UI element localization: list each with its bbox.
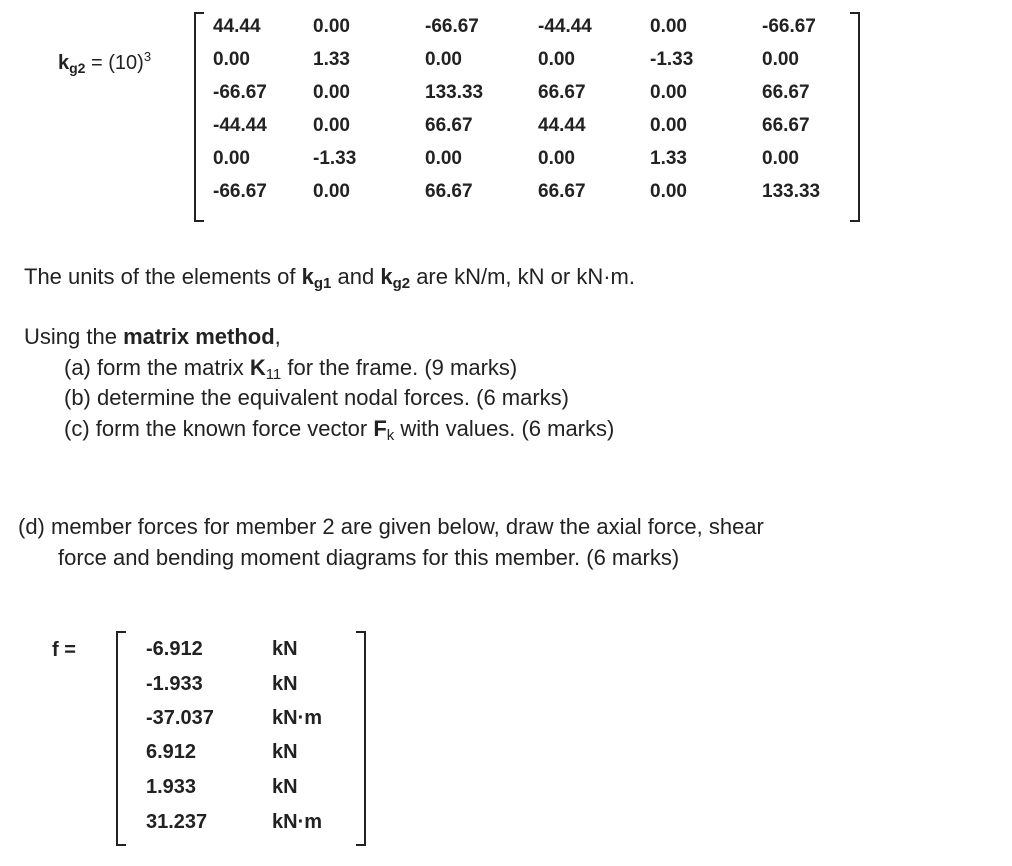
matrix-cell: -66.67 (425, 16, 479, 37)
intro-suffix: , (274, 324, 281, 349)
part-a-symbol: K (249, 355, 266, 380)
matrix-cell: 0.00 (650, 115, 687, 136)
matrix-cell: 0.00 (538, 148, 575, 169)
matrix-cell: -44.44 (538, 16, 592, 37)
kg2-label (58, 49, 151, 76)
matrix-cell: 0.00 (213, 49, 250, 70)
units-note-prefix: The units of the elements of (24, 264, 302, 289)
force-unit: kN (272, 776, 298, 798)
units-note-suffix: are kN/m, kN or kN·m. (410, 264, 635, 289)
kg1-subscript: g1 (313, 275, 332, 292)
matrix-cell: 66.67 (425, 181, 473, 202)
kg2-symbol: k (58, 52, 70, 74)
matrix-cell: 0.00 (538, 49, 575, 70)
matrix-cell: -1.33 (313, 148, 357, 169)
matrix-cell: 0.00 (650, 16, 687, 37)
force-unit: kN·m (272, 707, 323, 729)
kg2-equals: = (10) (85, 52, 144, 74)
matrix-cell: 0.00 (762, 148, 799, 169)
force-value: 1.933 (146, 776, 197, 798)
matrix-cell: 133.33 (425, 82, 484, 103)
matrix-cell: 0.00 (762, 49, 799, 70)
kg2-subscript-inline: g2 (392, 275, 411, 292)
matrix-cell: 0.00 (425, 148, 462, 169)
matrix-cell: 0.00 (313, 16, 350, 37)
f-right-bracket (356, 631, 366, 846)
part-c-prefix: (c) form the known force vector (64, 416, 374, 441)
force-value: -6.912 (146, 638, 203, 660)
kg2-left-bracket (194, 12, 204, 222)
part-b-text: (b) determine the equivalent nodal forces. (6 marks) (64, 385, 570, 410)
part-c-suffix: with values. (6 marks) (394, 416, 615, 441)
force-value: -1.933 (146, 673, 203, 695)
intro-prefix: Using the (24, 324, 124, 349)
units-note-mid: and (331, 264, 381, 289)
matrix-cell: 0.00 (425, 49, 462, 70)
matrix-cell: -66.67 (213, 82, 267, 103)
matrix-cell: 0.00 (650, 82, 687, 103)
matrix-cell: -66.67 (762, 16, 816, 37)
force-value: -37.037 (146, 707, 214, 729)
f-label: f = (52, 639, 76, 661)
kg2-exponent: 3 (143, 49, 152, 64)
force-unit: kN (272, 741, 298, 763)
force-value: 31.237 (146, 811, 208, 833)
question-part-d-line2 (58, 545, 679, 571)
kg1-symbol: k (301, 264, 314, 289)
matrix-cell: 66.67 (762, 115, 810, 136)
part-c-symbol: F (373, 416, 387, 441)
matrix-cell: 0.00 (313, 115, 350, 136)
matrix-cell: 133.33 (762, 181, 821, 202)
matrix-cell: 1.33 (650, 148, 687, 169)
part-a-suffix: for the frame. (9 marks) (281, 355, 518, 380)
matrix-cell: 66.67 (538, 82, 586, 103)
matrix-cell: 0.00 (313, 82, 350, 103)
kg2-subscript: g2 (69, 60, 86, 76)
question-intro (24, 324, 281, 350)
force-unit: kN·m (272, 811, 323, 833)
matrix-cell: 0.00 (650, 181, 687, 202)
question-part-a (64, 355, 517, 383)
matrix-cell: 44.44 (538, 115, 586, 136)
part-a-subscript: 11 (265, 366, 282, 383)
force-unit: kN (272, 638, 298, 660)
part-d-line2: force and bending moment diagrams for this member. (6 marks) (58, 545, 680, 570)
f-left-bracket (116, 631, 126, 846)
matrix-cell: 0.00 (213, 148, 250, 169)
force-value: 6.912 (146, 741, 197, 763)
matrix-cell: 44.44 (213, 16, 261, 37)
part-c-subscript: k (386, 427, 395, 444)
matrix-cell: 66.67 (762, 82, 810, 103)
force-unit: kN (272, 673, 298, 695)
matrix-cell: 1.33 (313, 49, 350, 70)
kg2-symbol-inline: k (380, 264, 393, 289)
matrix-cell: 66.67 (538, 181, 586, 202)
part-d-line1: (d) member forces for member 2 are given below, draw the axial force, shear (18, 514, 764, 539)
intro-bold: matrix method (123, 324, 275, 349)
question-part-c (64, 416, 614, 444)
matrix-cell: -44.44 (213, 115, 267, 136)
question-part-b (64, 385, 569, 411)
kg2-right-bracket (850, 12, 860, 222)
matrix-cell: 0.00 (313, 181, 350, 202)
matrix-cell: 66.67 (425, 115, 473, 136)
part-a-prefix: (a) form the matrix (64, 355, 250, 380)
matrix-cell: -66.67 (213, 181, 267, 202)
units-note (24, 264, 635, 292)
matrix-cell: -1.33 (650, 49, 694, 70)
question-part-d-line1 (18, 514, 764, 540)
